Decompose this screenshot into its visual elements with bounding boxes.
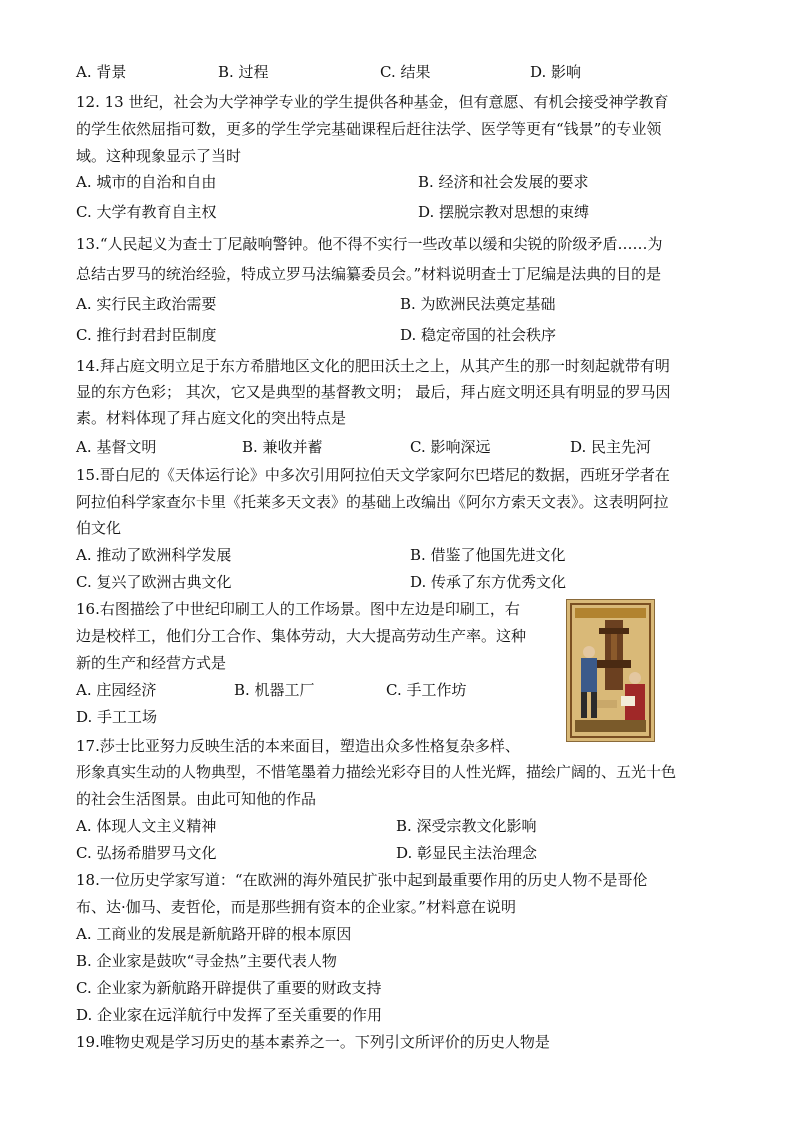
q18-option-d[interactable]: D. 企业家在远洋航行中发挥了至关重要的作用 bbox=[76, 1006, 383, 1024]
q16-stem-line: 新的生产和经营方式是 bbox=[76, 654, 227, 672]
printing-workshop-icon bbox=[567, 600, 654, 741]
q17-option-c[interactable]: C. 弘扬希腊罗马文化 bbox=[76, 844, 217, 862]
q14-stem-line: 14.拜占庭文明立足于东方希腊地区文化的肥田沃土之上，从其产生的那一时刻起就带有明 bbox=[76, 357, 670, 375]
q12-option-d[interactable]: D. 摆脱宗教对思想的束缚 bbox=[418, 203, 590, 221]
q15-option-d[interactable]: D. 传承了东方优秀文化 bbox=[410, 573, 567, 591]
q14-option-c[interactable]: C. 影响深远 bbox=[410, 438, 491, 456]
q18-option-a[interactable]: A. 工商业的发展是新航路开辟的根本原因 bbox=[76, 925, 352, 943]
q14-option-a[interactable]: A. 基督文明 bbox=[76, 438, 157, 456]
q16-option-a[interactable]: A. 庄园经济 bbox=[76, 681, 157, 699]
q13-option-a[interactable]: A. 实行民主政治需要 bbox=[76, 295, 217, 313]
q15-option-b[interactable]: B. 借鉴了他国先进文化 bbox=[410, 546, 566, 564]
q15-option-c[interactable]: C. 复兴了欧洲古典文化 bbox=[76, 573, 232, 591]
q18-stem-line: 布、达·伽马、麦哲伦，而是那些拥有资本的企业家。”材料意在说明 bbox=[76, 898, 516, 916]
q11-option-d[interactable]: D. 影响 bbox=[530, 63, 582, 81]
q18-option-c[interactable]: C. 企业家为新航路开辟提供了重要的财政支持 bbox=[76, 979, 382, 997]
q12-option-c[interactable]: C. 大学有教育自主权 bbox=[76, 203, 217, 221]
q16-option-d[interactable]: D. 手工工场 bbox=[76, 708, 158, 726]
q12-stem-line: 域。这种现象显示了当时 bbox=[76, 147, 242, 165]
q13-stem-line: 总结古罗马的统治经验，特成立罗马法编纂委员会。”材料说明查士丁尼编是法典的目的是 bbox=[76, 265, 662, 283]
q12-stem-line: 的学生依然屈指可数，更多的学生学完基础课程后赶往法学、医学等更有“钱景”的专业领 bbox=[76, 120, 662, 138]
q17-option-b[interactable]: B. 深受宗教文化影响 bbox=[396, 817, 537, 835]
q14-option-b[interactable]: B. 兼收并蓄 bbox=[242, 438, 323, 456]
q18-option-b[interactable]: B. 企业家是鼓吹“寻金热”主要代表人物 bbox=[76, 952, 337, 970]
q11-option-a[interactable]: A. 背景 bbox=[76, 63, 127, 81]
q14-option-d[interactable]: D. 民主先河 bbox=[570, 438, 652, 456]
q17-stem-line: 的社会生活图景。由此可知他的作品 bbox=[76, 790, 317, 808]
q15-stem-line: 15.哥白尼的《天体运行论》中多次引用阿拉伯天文学家阿尔巴塔尼的数据，西班牙学者在 bbox=[76, 466, 670, 484]
q11-option-c[interactable]: C. 结果 bbox=[380, 63, 431, 81]
q13-option-d[interactable]: D. 稳定帝国的社会秩序 bbox=[400, 326, 557, 344]
q16-option-b[interactable]: B. 机器工厂 bbox=[234, 681, 315, 699]
q13-option-b[interactable]: B. 为欧洲民法奠定基础 bbox=[400, 295, 556, 313]
q14-stem-line: 显的东方色彩； 其次，它又是典型的基督教文明； 最后，拜占庭文明还具有明显的罗马因 bbox=[76, 383, 671, 401]
q17-stem-line: 17.莎士比亚努力反映生活的本来面目，塑造出众多性格复杂多样、 bbox=[76, 737, 520, 755]
q14-stem-line: 素。材料体现了拜占庭文化的突出特点是 bbox=[76, 409, 347, 427]
q12-stem-line: 12. 13 世纪，社会为大学神学专业的学生提供各种基金，但有意愿、有机会接受神学教育 bbox=[76, 93, 669, 111]
q13-option-c[interactable]: C. 推行封君封臣制度 bbox=[76, 326, 217, 344]
q16-option-c[interactable]: C. 手工作坊 bbox=[386, 681, 467, 699]
q15-option-a[interactable]: A. 推动了欧洲科学发展 bbox=[76, 546, 232, 564]
q12-option-b[interactable]: B. 经济和社会发展的要求 bbox=[418, 173, 589, 191]
q17-option-a[interactable]: A. 体现人文主义精神 bbox=[76, 817, 217, 835]
q17-option-d[interactable]: D. 彰显民主法治理念 bbox=[396, 844, 538, 862]
q16-stem-line: 16.右图描绘了中世纪印刷工人的工作场景。图中左边是印刷工，右 bbox=[76, 600, 520, 618]
q15-stem-line: 阿拉伯科学家查尔卡里《托莱多天文表》的基础上改编出《阿尔方索天文表》。这表明阿拉 bbox=[76, 493, 669, 511]
q11-option-b[interactable]: B. 过程 bbox=[218, 63, 269, 81]
q15-stem-line: 伯文化 bbox=[76, 519, 122, 537]
q16-stem-line: 边是校样工，他们分工合作、集体劳动，大大提高劳动生产率。这种 bbox=[76, 627, 527, 645]
printing-workshop-figure bbox=[566, 599, 655, 742]
q13-stem-line: 13.“人民起义为查士丁尼敲响警钟。他不得不实行一些改革以缓和尖锐的阶级矛盾……为 bbox=[76, 235, 663, 253]
q12-option-a[interactable]: A. 城市的自治和自由 bbox=[76, 173, 217, 191]
q17-stem-line: 形象真实生动的人物典型，不惜笔墨着力描绘光彩夺目的人性光辉，描绘广阔的、五光十色 bbox=[76, 763, 677, 781]
q19-stem-line: 19.唯物史观是学习历史的基本素养之一。下列引文所评价的历史人物是 bbox=[76, 1033, 550, 1051]
q18-stem-line: 18.一位历史学家写道：“在欧洲的海外殖民扩张中起到最重要作用的历史人物不是哥伦 bbox=[76, 871, 648, 889]
